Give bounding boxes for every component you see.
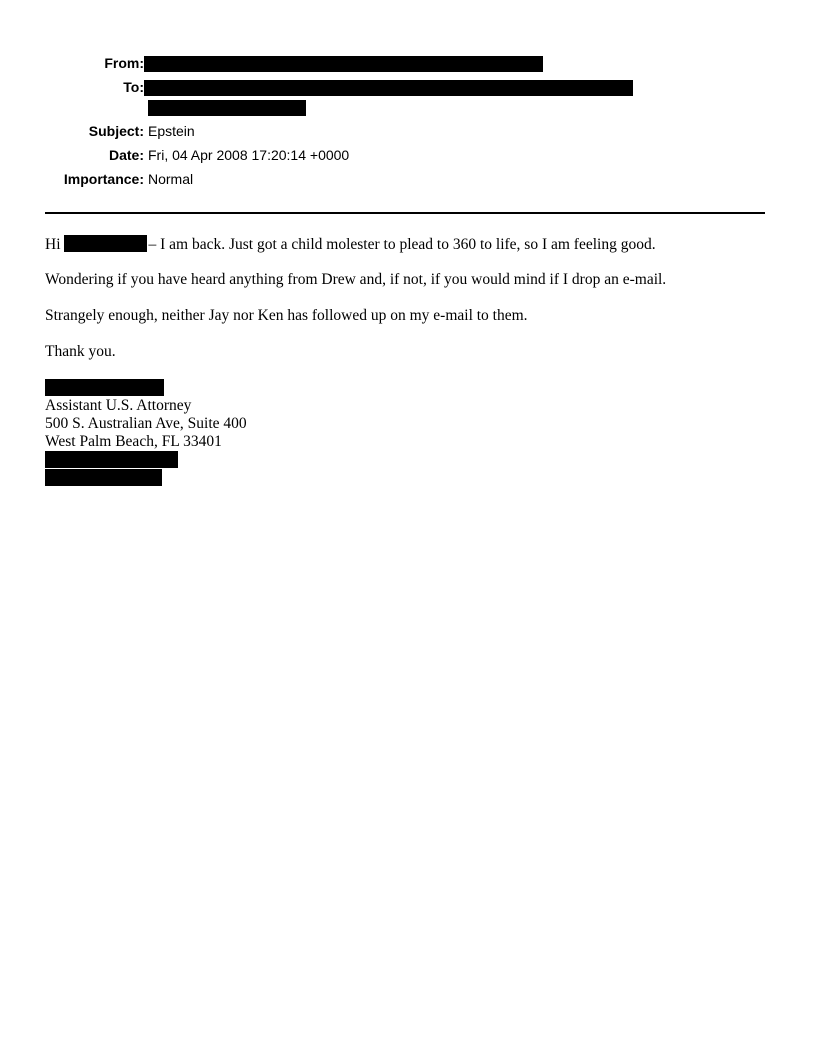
from-redaction <box>144 56 543 72</box>
body-line-1 <box>45 235 656 254</box>
line-1-rest: – I am back. Just got a child molester to plead to 360 to life, so I am feeling good. <box>148 236 656 253</box>
greeting: Hi <box>45 236 61 253</box>
signature-name-redaction <box>45 379 164 396</box>
to-redaction-1 <box>144 80 633 96</box>
from-label: From: <box>104 55 144 71</box>
signature-contact-redaction-2 <box>45 469 162 486</box>
importance-value: Normal <box>148 171 194 187</box>
subject-value: Epstein <box>148 123 195 139</box>
signature-address-2: West Palm Beach, FL 33401 <box>45 433 222 450</box>
subject-label: Subject: <box>88 123 144 139</box>
date-label: Date: <box>108 147 144 163</box>
signature-contact-redaction-1 <box>45 451 178 468</box>
date-value: Fri, 04 Apr 2008 17:20:14 +0000 <box>148 147 350 163</box>
body-line-2: Wondering if you have heard anything from Drew and, if not, if you would mind if I drop an e-mail. <box>45 271 667 288</box>
to-redaction-2 <box>148 100 306 116</box>
body-line-4: Thank you. <box>45 343 116 360</box>
body-line-3: Strangely enough, neither Jay nor Ken has followed up on my e-mail to them. <box>45 307 528 324</box>
signature-address-1: 500 S. Australian Ave, Suite 400 <box>45 415 247 432</box>
importance-label: Importance: <box>63 171 144 187</box>
signature-title: Assistant U.S. Attorney <box>45 397 192 414</box>
to-label: To: <box>123 79 144 95</box>
recipient-name-redaction <box>64 235 147 252</box>
header-divider <box>45 212 765 214</box>
